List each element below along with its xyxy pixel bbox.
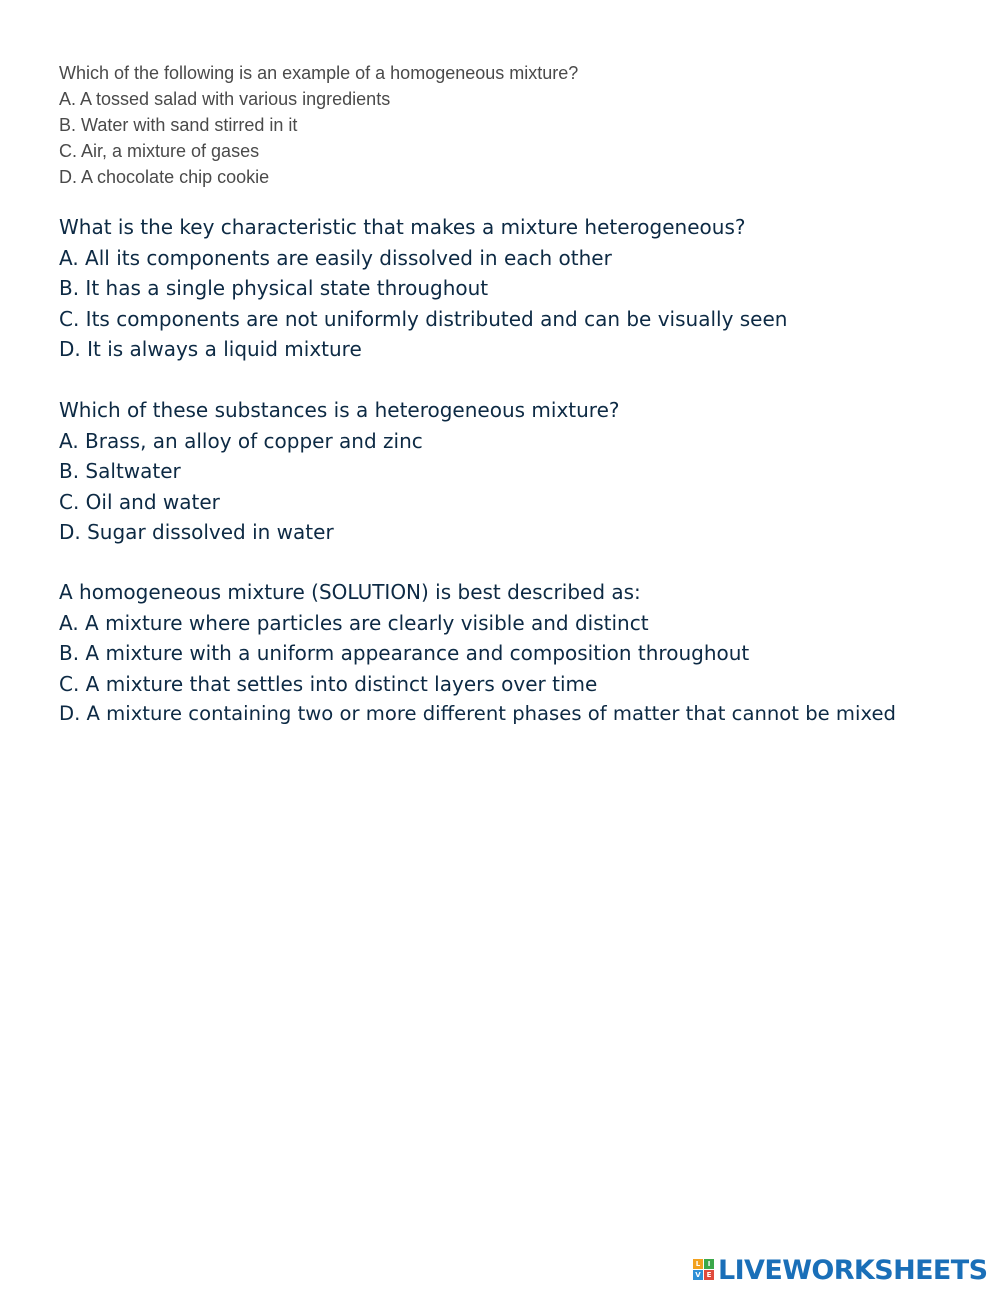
question-1-option-a[interactable]: A. A tossed salad with various ingredients [59,89,391,109]
question-3-option-a[interactable]: A. Brass, an alloy of copper and zinc [59,428,423,453]
question-3-option-d[interactable]: D. Sugar dissolved in water [59,520,334,544]
logo-mark-letter: E [704,1270,714,1280]
liveworksheets-mark-icon [693,1259,715,1281]
logo-mark-letter: V [693,1270,703,1280]
question-1-prompt: Which of the following is an example of a homogeneous mixture? [59,63,579,83]
question-2-option-a[interactable]: A. All its components are easily dissolved in each other [59,245,612,270]
liveworksheets-logo[interactable] [693,1253,993,1287]
question-4-option-c[interactable]: C. A mixture that settles into distinct layers over time [59,671,598,696]
question-2-prompt: What is the key characteristic that makes a mixture heterogeneous? [59,215,746,239]
question-2 [59,212,979,365]
question-2-option-b[interactable]: B. It has a single physical state throughout [59,276,489,300]
question-3-option-c[interactable]: C. Oil and water [59,489,220,514]
question-1 [59,60,959,190]
logo-text: LIVEWORKSHEETS [718,1254,988,1286]
question-1-option-c[interactable]: C. Air, a mixture of gases [59,141,260,161]
question-2-option-c[interactable]: C. Its components are not uniformly distributed and can be visually seen [59,306,788,331]
question-4-prompt: A homogeneous mixture (SOLUTION) is best described as: [59,580,641,604]
question-4-option-d[interactable]: D. A mixture containing two or more different phases of matter that cannot be mixed [59,702,896,725]
question-4 [59,577,979,730]
question-3-option-b[interactable]: B. Saltwater [59,459,181,483]
question-3 [59,395,979,548]
question-4-option-b[interactable]: B. A mixture with a uniform appearance and composition throughout [59,641,750,665]
question-1-option-d[interactable]: D. A chocolate chip cookie [59,167,270,187]
logo-mark-letter: L [693,1259,703,1269]
question-2-option-d[interactable]: D. It is always a liquid mixture [59,337,362,361]
question-3-prompt: Which of these substances is a heterogeneous mixture? [59,398,620,422]
logo-mark-letter: I [704,1259,714,1269]
question-4-option-a[interactable]: A. A mixture where particles are clearly visible and distinct [59,610,649,635]
question-1-option-b[interactable]: B. Water with sand stirred in it [59,115,298,135]
